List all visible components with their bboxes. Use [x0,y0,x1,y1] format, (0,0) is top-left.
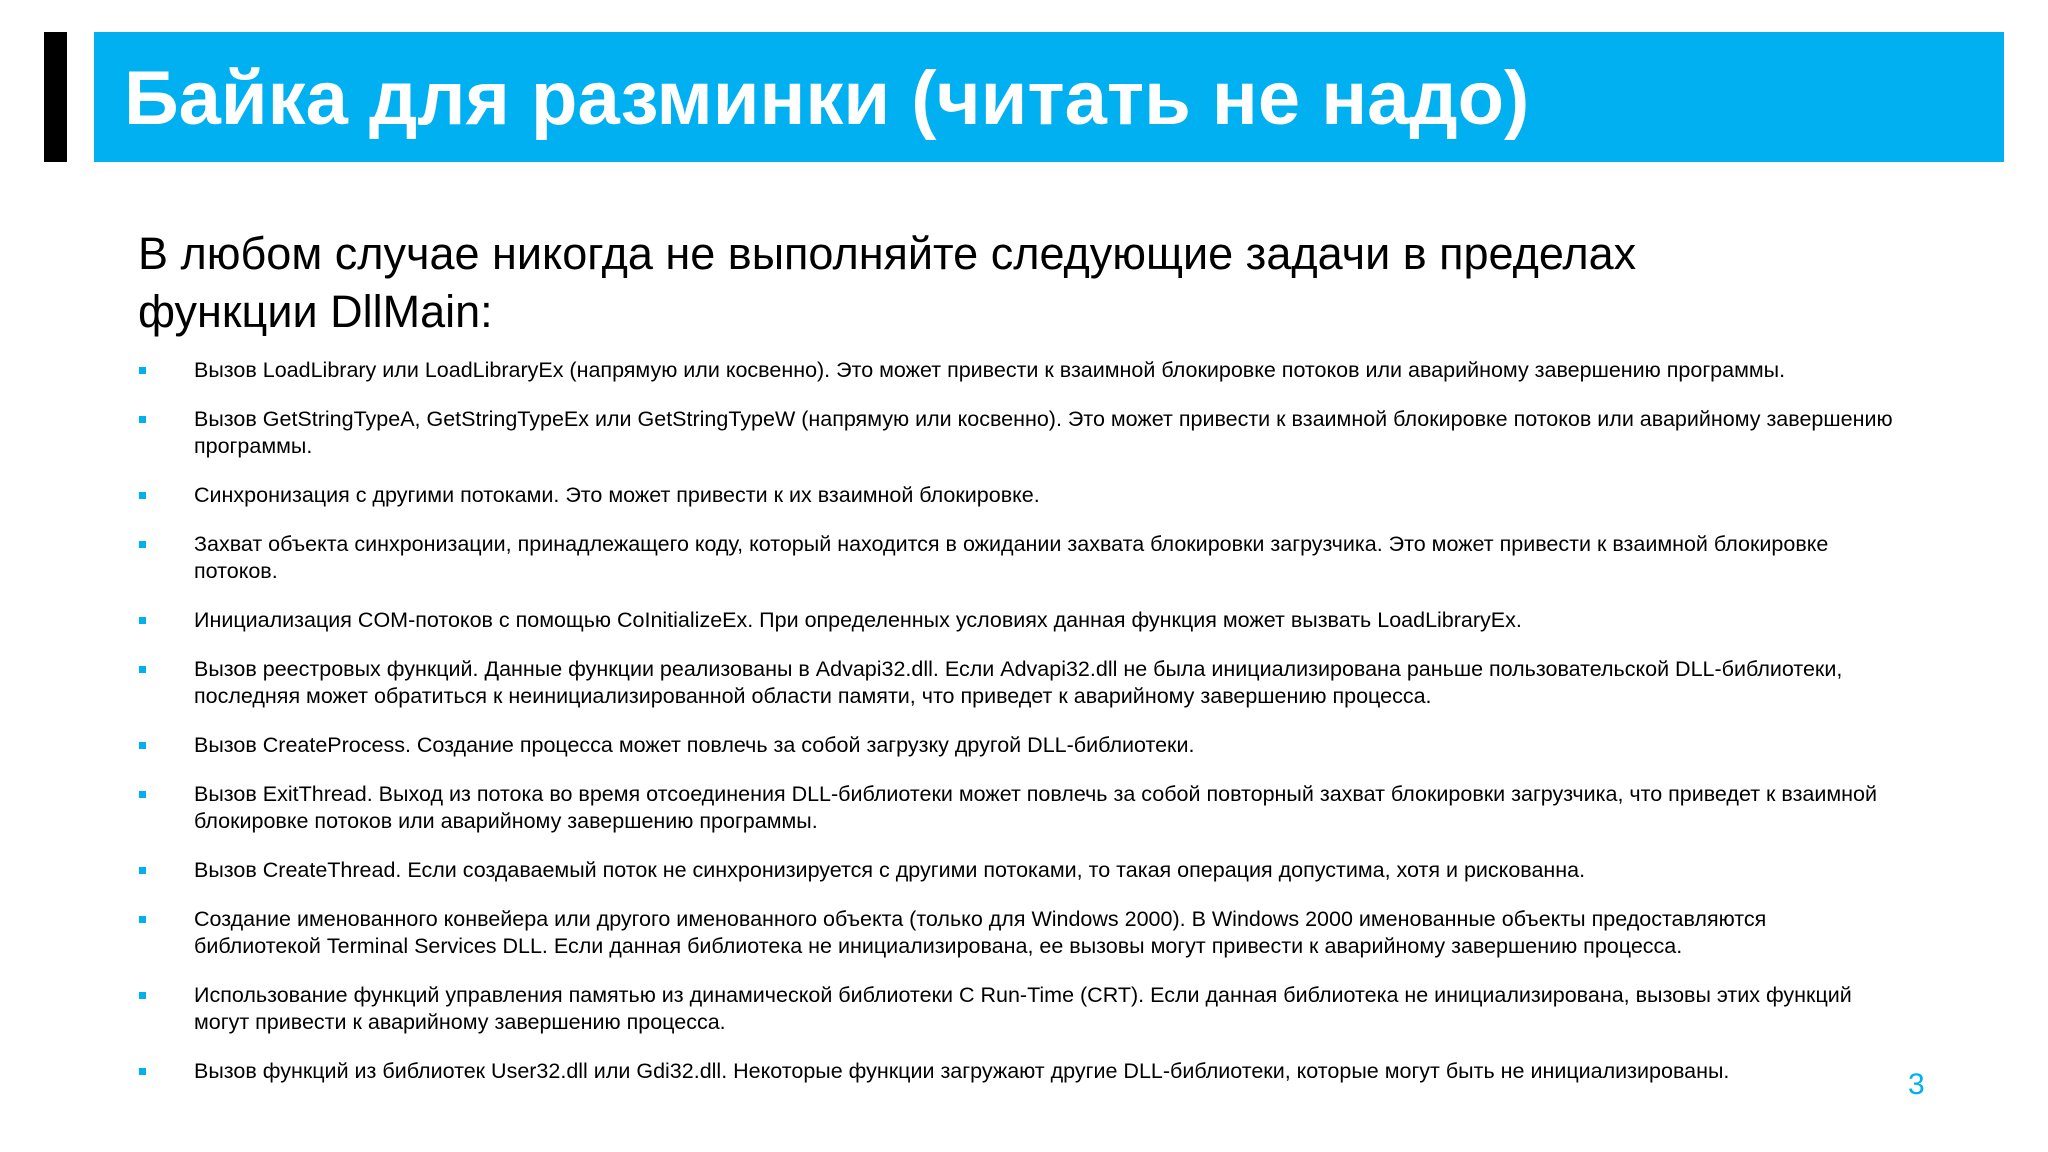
square-bullet-icon [139,367,146,374]
bullet-text: Вызов реестровых функций. Данные функции реализованы в Advapi32.dll. Если Advapi32.dll не была инициализирована раньше пользовательской DLL-библиотеки, последняя может обратиться к неинициализированной области памяти, что приведет к аварийному завершению процесса. [194,657,1843,708]
square-bullet-icon [139,791,146,798]
bullet-text: Захват объекта синхронизации, принадлежащего коду, который находится в ожидании захвата блокировки загрузчика. Это может привести к взаимной блокировке потоков. [194,532,1829,583]
bullet-text: Вызов LoadLibrary или LoadLibraryEx (напрямую или косвенно). Это может привести к взаимной блокировке потоков или аварийному завершению программы. [194,358,1786,382]
page-number: 3 [1908,1068,1925,1101]
bullet-item [138,406,1898,460]
square-bullet-icon [139,416,146,423]
square-bullet-icon [139,992,146,999]
intro-text: В любом случае никогда не выполняйте следующие задачи в пределах функции DllMain: [138,228,1637,337]
bullet-text: Создание именованного конвейера или другого именованного объекта (только для Windows 2000). В Windows 2000 именованные объекты предоставляются библиотекой Terminal Services DLL. Если данная библиотека не инициализирована, ее вызовы могут привести к аварийному завершению процесса. [194,907,1767,958]
bullet-text: Вызов CreateThread. Если создаваемый поток не синхронизируется с другими потоками, то такая операция допустима, хотя и рискованна. [194,858,1586,882]
square-bullet-icon [139,1068,146,1075]
bullet-text: Вызов функций из библиотек User32.dll или Gdi32.dll. Некоторые функции загружают другие DLL-библиотеки, которые могут быть не инициализированы. [194,1059,1730,1083]
square-bullet-icon [139,867,146,874]
bullet-text: Вызов CreateProcess. Создание процесса может повлечь за собой загрузку другой DLL-библиотеки. [194,733,1195,757]
bullet-item [138,732,1898,759]
square-bullet-icon [139,492,146,499]
bullet-text: Синхронизация с другими потоками. Это может привести к их взаимной блокировке. [194,483,1040,507]
slide-title: Байка для разминки (читать не надо) [124,56,1530,141]
bullet-item [138,781,1898,835]
bullet-item [138,531,1898,585]
square-bullet-icon [139,541,146,548]
title-accent-bar [44,32,67,162]
square-bullet-icon [139,916,146,923]
bullet-text: Использование функций управления памятью из динамической библиотеки C Run-Time (CRT). Если данная библиотека не инициализирована, вызовы этих функций могут привести к аварийному завершению процесса. [194,983,1852,1034]
bullet-list [138,357,1898,1085]
bullet-item [138,607,1898,634]
bullet-text: Инициализация COM-потоков с помощью CoInitializeEx. При определенных условиях данная функция может вызвать LoadLibraryEx. [194,608,1522,632]
bullet-item [138,1058,1898,1085]
bullet-text: Вызов GetStringTypeA, GetStringTypeEx или GetStringTypeW (напрямую или косвенно). Это может привести к взаимной блокировке потоков или аварийному завершению программы. [194,407,1893,458]
title-band [94,32,2004,162]
bullet-item [138,656,1898,710]
bullet-text: Вызов ExitThread. Выход из потока во время отсоединения DLL-библиотеки может повлечь за собой повторный захват блокировки загрузчика, что приведет к взаимной блокировке потоков или аварийному завершению программы. [194,782,1878,833]
square-bullet-icon [139,666,146,673]
bullet-item [138,482,1898,509]
bullet-item [138,857,1898,884]
bullet-item [138,357,1898,384]
square-bullet-icon [139,617,146,624]
bullet-item [138,982,1898,1036]
bullet-item [138,906,1898,960]
square-bullet-icon [139,742,146,749]
